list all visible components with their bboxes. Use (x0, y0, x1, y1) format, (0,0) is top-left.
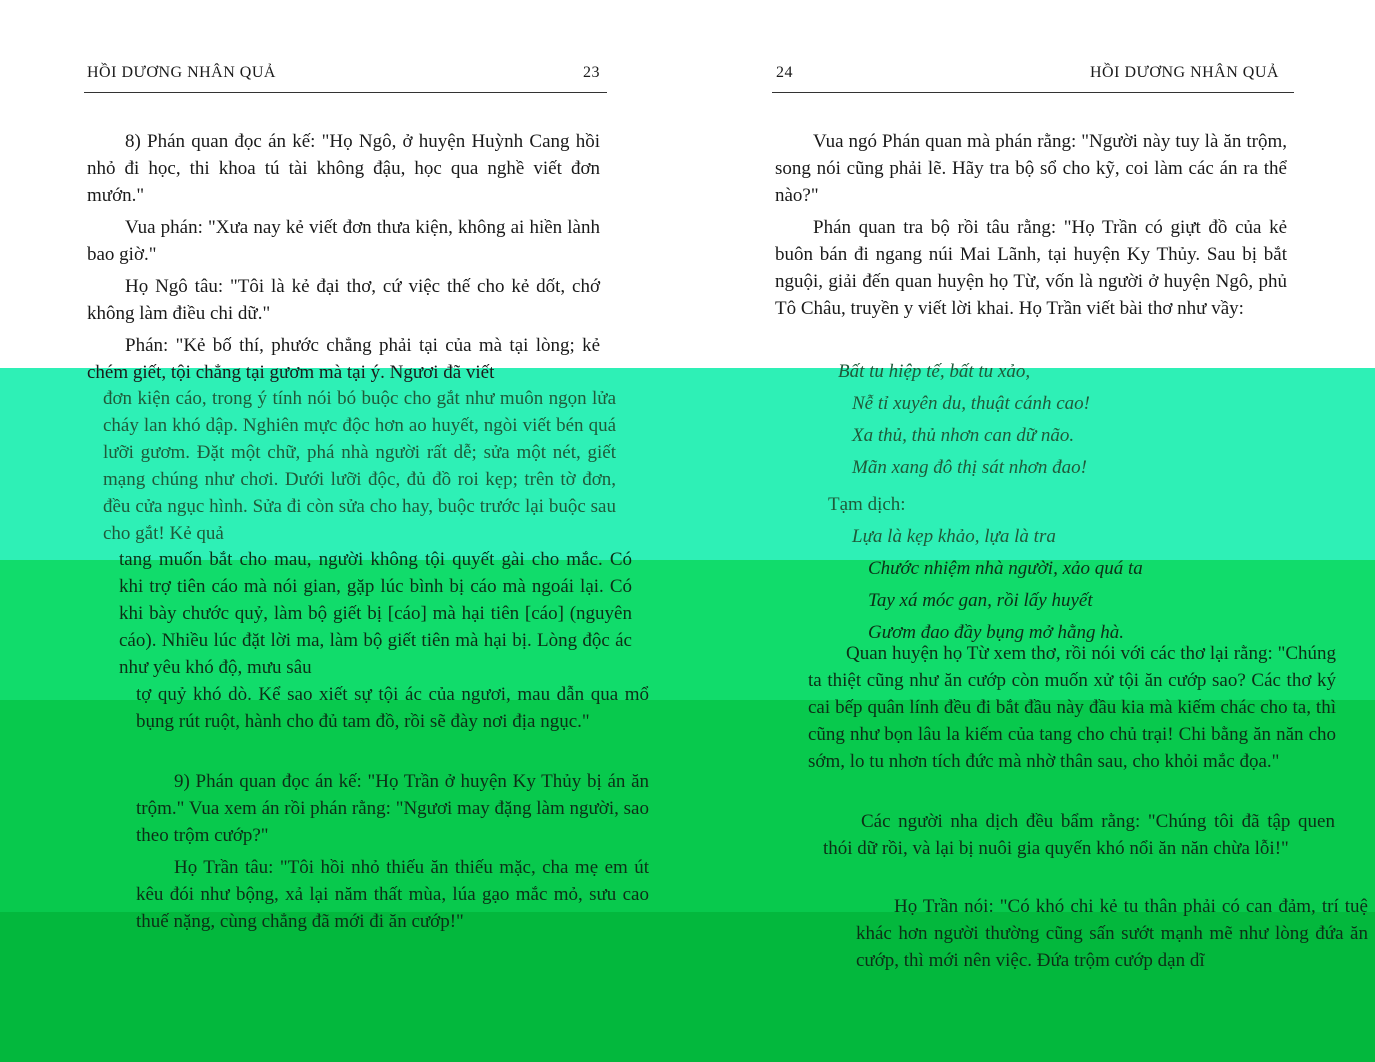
right-text-top (775, 128, 1287, 327)
paragraph: Vua phán: "Xưa nay kẻ viết đơn thưa kiện, không ai hiền lành bao giờ." (87, 217, 600, 265)
right-page-number: 24 (776, 64, 793, 81)
poem-line: Gươm đao đầy bụng mở hằng hà. (868, 622, 1124, 643)
poem-line: Tay xá móc gan, rồi lấy huyết (868, 590, 1093, 611)
poem-original (838, 356, 1298, 484)
right-page (688, 0, 1375, 1062)
right-text-band-4 (856, 893, 1368, 979)
poem-line: Lựa là kẹp khảo, lựa là tra (852, 526, 1056, 547)
paragraph: Họ Trần nói: "Có khó chi kẻ tu thân phải có can đảm, trí tuệ khác hơn người thường cũng sấn sướt mạnh mẽ như lòng đứa ăn cướp, thì mới nên việc. Đứa trộm cướp dạn dĩ (856, 896, 1368, 971)
poem-line: Bất tu hiệp tế, bất tu xảo, (838, 361, 1031, 382)
paragraph: Họ Trần tâu: "Tôi hồi nhỏ thiếu ăn thiếu mặc, cha mẹ em út kêu đói như bộng, xả lại năm thất mùa, lúa gạo mắc mỏ, sưu cao thuế nặng, cùng chẳng đã mới đi ăn cướp!" (136, 857, 649, 932)
left-text-bottom (136, 768, 649, 940)
left-page-number: 23 (583, 64, 600, 81)
right-poems (828, 356, 1298, 654)
paragraph: Vua ngó Phán quan mà phán rằng: "Người này tuy là ăn trộm, song nói cũng phải lẽ. Hãy tra bộ sổ cho kỹ, coi làm các án ra thể nào?" (775, 131, 1287, 206)
right-text-band-3b (823, 808, 1335, 867)
right-header-title: HỒI DƯƠNG NHÂN QUẢ (1090, 64, 1279, 81)
right-text-band-3 (808, 640, 1336, 780)
paragraph: Quan huyện họ Từ xem thơ, rồi nói với các thơ lại rằng: "Chúng ta thiệt cũng như ăn cướp còn muốn xử tội ăn cướp sao? Các thơ ký cai bếp quân lính đều đi bắt đầu này đầu kia mà kiếm chác cho ta, thì cũng như bọn lâu la kiếm của tang cho chủ trại! Chi bằng ăn năn cho sớm, lo tu nhơn tích đức mà nhờ thân sau, cho khỏi mắc đọa." (808, 643, 1336, 772)
paragraph: Các người nha dịch đều bẩm rằng: "Chúng tôi đã tập quen thói dữ rồi, và lại bị nuôi gia quyến khó nổi ăn năn chừa lỗi!" (823, 811, 1335, 859)
paragraph: 9) Phán quan đọc án kế: "Họ Trần ở huyện Ky Thủy bị án ăn trộm." Vua xem án rồi phán rằng: "Ngươi may đặng làm người, sao theo trộm cướp?" (136, 771, 649, 846)
paragraph: đơn kiện cáo, trong ý tính nói bó buộc cho gắt như muôn ngọn lửa cháy lan khó dập. Nghiên mực độc hơn ao huyết, ngòi viết bén quá lưỡi gươm. Đặt một chữ, phá nhà người rất dễ; sửa một nét, giết mạng chúng như chơi. Dưới lưỡi độc, đủ đồ roi kẹp; trên tờ đơn, đều cửa ngục hình. Sửa đi còn sửa cho hay, buộc trước lại buộc sau cho gắt! Kẻ quả (103, 388, 616, 544)
left-text-band-3 (119, 546, 632, 686)
paragraph: tang muốn bắt cho mau, người không tội quyết gài cho mắc. Có khi trợ tiên cáo mà nói gian, gặp lúc bình bị cáo mà ngoái lại. Có khi bày chước quỷ, làm bộ giết bị [cáo] mà hại tiên [cáo] (nguyên cáo). Nhiều lúc đặt lời ma, làm bộ giết tiên mà hại bị. Lòng độc ác như yêu khó độ, mưu sâu (119, 549, 632, 678)
poem-line: Chước nhiệm nhà người, xảo quá ta (868, 558, 1143, 579)
left-text-band-4 (136, 681, 649, 740)
paragraph: 8) Phán quan đọc án kế: "Họ Ngô, ở huyện Huỳnh Cang hồi nhỏ đi học, thi khoa tú tài không đậu, học qua nghề viết đơn mướn." (87, 131, 600, 206)
poem-translation (838, 521, 1298, 649)
right-page-header (688, 64, 1375, 86)
poem-line: Xa thủ, thủ nhơn can dữ não. (852, 425, 1075, 446)
left-header-title: HỒI DƯƠNG NHÂN QUẢ (87, 64, 276, 81)
paragraph: tợ quỷ khó dò. Kể sao xiết sự tội ác của ngươi, mau dẫn qua mổ bụng rút ruột, hành cho đủ tam đồ, rồi sẽ đày nơi địa ngục." (136, 684, 649, 732)
paragraph: Phán: "Kẻ bố thí, phước chẳng phải tại của mà tại lòng; kẻ chém giết, tội chẳng tại gươm mà tại ý. Ngươi đã viết (87, 335, 600, 383)
left-text-band-2 (103, 385, 616, 552)
paragraph: Họ Ngô tâu: "Tôi là kẻ đại thơ, cứ việc thế cho kẻ dốt, chớ không làm điều chi dữ." (87, 276, 600, 324)
poem-line: Nễ tỉ xuyên du, thuật cánh cao! (852, 393, 1090, 414)
paragraph: Phán quan tra bộ rồi tâu rằng: "Họ Trần có giựt đồ của kẻ buôn bán đi ngang núi Mai Lãnh, tại huyện Ky Thủy. Sau bị bắt nguội, giải đến quan huyện họ Từ, vốn là người ở huyện Ngô, phủ Tô Châu, truyền y viết lời khai. Họ Trần viết bài thơ như vầy: (775, 217, 1287, 319)
translation-label: Tạm dịch: (828, 494, 906, 515)
left-header-rule (84, 92, 607, 93)
left-text-top (87, 128, 600, 391)
right-header-rule (772, 92, 1294, 93)
left-page-header (0, 64, 688, 86)
poem-line: Mãn xang đô thị sát nhơn đao! (852, 457, 1087, 478)
